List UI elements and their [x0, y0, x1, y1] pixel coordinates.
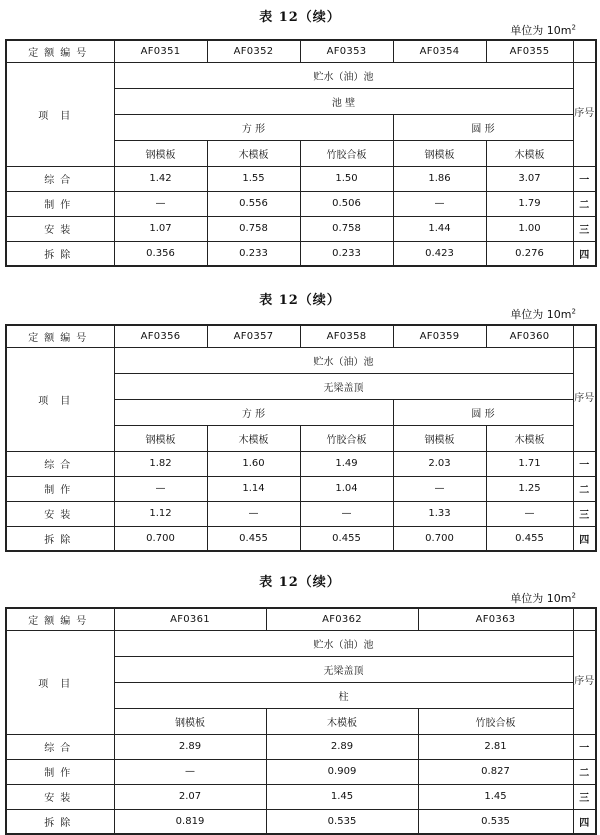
value-cell: 0.455 — [207, 526, 300, 551]
table-1-unit: 单位为 $10m^2$ — [510, 23, 576, 37]
value-cell: 0.535 — [266, 809, 418, 834]
code-cell: AF0359 — [393, 325, 486, 347]
table-1-title: 表 12（续） — [259, 10, 341, 25]
material-header: 钢模板 — [393, 425, 486, 451]
value-cell: 2.03 — [393, 451, 486, 476]
code-cell: AF0355 — [486, 40, 573, 62]
row-label: 拆除 — [6, 809, 114, 834]
seq-cell: 三 — [573, 501, 596, 526]
material-header: 钢模板 — [393, 140, 486, 166]
value-cell: 0.423 — [393, 241, 486, 266]
seq-cell: 一 — [573, 734, 596, 759]
table-1 — [5, 39, 597, 267]
value-cell: 0.700 — [114, 526, 207, 551]
value-cell: 1.25 — [486, 476, 573, 501]
value-cell: 3.07 — [486, 166, 573, 191]
value-cell: 2.89 — [266, 734, 418, 759]
seq-header: 序号 — [573, 347, 596, 451]
value-cell: 0.556 — [207, 191, 300, 216]
table-row — [6, 734, 596, 759]
subcategory-header: 柱 — [114, 682, 573, 708]
code-cell: AF0358 — [300, 325, 393, 347]
value-cell: 1.82 — [114, 451, 207, 476]
seq-cell: 一 — [573, 166, 596, 191]
value-cell: — — [300, 501, 393, 526]
row-label: 制作 — [6, 476, 114, 501]
value-cell: 1.55 — [207, 166, 300, 191]
code-cell: AF0356 — [114, 325, 207, 347]
value-cell: 0.356 — [114, 241, 207, 266]
code-cell: AF0353 — [300, 40, 393, 62]
value-cell: 2.89 — [114, 734, 266, 759]
value-cell: 0.700 — [393, 526, 486, 551]
table-2-title: 表 12（续） — [259, 293, 341, 308]
table-row — [6, 241, 596, 266]
item-header: 项目 — [6, 347, 114, 451]
material-header: 竹胶合板 — [300, 140, 393, 166]
value-cell: 1.50 — [300, 166, 393, 191]
item-header: 项目 — [6, 62, 114, 166]
row-label: 拆除 — [6, 241, 114, 266]
value-cell: 1.33 — [393, 501, 486, 526]
code-cell: AF0360 — [486, 325, 573, 347]
seq-cell: 四 — [573, 809, 596, 834]
value-cell: — — [207, 501, 300, 526]
value-cell: 1.12 — [114, 501, 207, 526]
row-label: 安装 — [6, 501, 114, 526]
table-row — [6, 759, 596, 784]
value-cell: 0.455 — [486, 526, 573, 551]
category-header: 贮水（油）池 — [114, 347, 573, 373]
seq-header: 序号 — [573, 630, 596, 734]
row-label: 安装 — [6, 784, 114, 809]
subcategory-header: 无梁盖顶 — [114, 656, 573, 682]
value-cell: 2.81 — [418, 734, 573, 759]
row-label: 综合 — [6, 734, 114, 759]
value-cell: — — [393, 476, 486, 501]
table-2 — [5, 324, 597, 552]
value-cell: 0.758 — [300, 216, 393, 241]
material-header: 竹胶合板 — [418, 708, 573, 734]
value-cell: 0.827 — [418, 759, 573, 784]
seq-cell: 三 — [573, 216, 596, 241]
table-row — [6, 166, 596, 191]
value-cell: 1.86 — [393, 166, 486, 191]
value-cell: 2.07 — [114, 784, 266, 809]
table-3-title: 表 12（续） — [259, 575, 341, 590]
code-header: 定额编号 — [6, 608, 114, 630]
value-cell: 1.07 — [114, 216, 207, 241]
value-cell: 0.455 — [300, 526, 393, 551]
row-label: 综合 — [6, 166, 114, 191]
value-cell: 0.758 — [207, 216, 300, 241]
table-row — [6, 451, 596, 476]
value-cell: 0.535 — [418, 809, 573, 834]
row-label: 拆除 — [6, 526, 114, 551]
group-header: 方 形 — [114, 114, 393, 140]
value-cell: 0.276 — [486, 241, 573, 266]
seq-cell: 三 — [573, 784, 596, 809]
row-label: 制作 — [6, 191, 114, 216]
seq-header-spacer — [573, 325, 596, 347]
value-cell: 1.14 — [207, 476, 300, 501]
row-label: 综合 — [6, 451, 114, 476]
code-cell: AF0352 — [207, 40, 300, 62]
material-header: 木模板 — [207, 425, 300, 451]
material-header: 木模板 — [486, 425, 573, 451]
value-cell: 1.42 — [114, 166, 207, 191]
table-2-unit: 单位为 $10m^2$ — [510, 307, 576, 321]
code-cell: AF0357 — [207, 325, 300, 347]
table-row — [6, 784, 596, 809]
seq-cell: 四 — [573, 526, 596, 551]
table-3 — [5, 607, 597, 835]
value-cell: 1.49 — [300, 451, 393, 476]
table-row — [6, 809, 596, 834]
value-cell: — — [393, 191, 486, 216]
material-header: 钢模板 — [114, 708, 266, 734]
table-row — [6, 476, 596, 501]
code-cell: AF0351 — [114, 40, 207, 62]
subcategory-header: 池 壁 — [114, 88, 573, 114]
seq-cell: 一 — [573, 451, 596, 476]
value-cell: 0.506 — [300, 191, 393, 216]
group-header: 方 形 — [114, 399, 393, 425]
seq-header-spacer — [573, 608, 596, 630]
value-cell: 1.71 — [486, 451, 573, 476]
material-header: 木模板 — [207, 140, 300, 166]
value-cell: 0.909 — [266, 759, 418, 784]
table-row — [6, 191, 596, 216]
value-cell: 1.79 — [486, 191, 573, 216]
category-header: 贮水（油）池 — [114, 630, 573, 656]
value-cell: 1.04 — [300, 476, 393, 501]
seq-cell: 二 — [573, 191, 596, 216]
seq-cell: 二 — [573, 759, 596, 784]
value-cell: — — [114, 759, 266, 784]
table-row — [6, 526, 596, 551]
seq-cell: 二 — [573, 476, 596, 501]
material-header: 竹胶合板 — [300, 425, 393, 451]
value-cell: 0.233 — [207, 241, 300, 266]
seq-header: 序号 — [573, 62, 596, 166]
seq-cell: 四 — [573, 241, 596, 266]
value-cell: 1.45 — [266, 784, 418, 809]
table-row — [6, 501, 596, 526]
table-row — [6, 216, 596, 241]
row-label: 制作 — [6, 759, 114, 784]
value-cell: — — [114, 476, 207, 501]
value-cell: 1.00 — [486, 216, 573, 241]
value-cell: 0.819 — [114, 809, 266, 834]
value-cell: 1.45 — [418, 784, 573, 809]
group-header: 圆 形 — [393, 114, 573, 140]
value-cell: 0.233 — [300, 241, 393, 266]
subcategory-header: 无梁盖顶 — [114, 373, 573, 399]
category-header: 贮水（油）池 — [114, 62, 573, 88]
material-header: 木模板 — [486, 140, 573, 166]
seq-header-spacer — [573, 40, 596, 62]
value-cell: — — [486, 501, 573, 526]
item-header: 项目 — [6, 630, 114, 734]
material-header: 钢模板 — [114, 140, 207, 166]
code-cell: AF0363 — [418, 608, 573, 630]
code-header: 定额编号 — [6, 325, 114, 347]
code-header: 定额编号 — [6, 40, 114, 62]
value-cell: — — [114, 191, 207, 216]
group-header: 圆 形 — [393, 399, 573, 425]
table-3-unit: 单位为 $10m^2$ — [510, 591, 576, 605]
value-cell: 1.60 — [207, 451, 300, 476]
code-cell: AF0361 — [114, 608, 266, 630]
value-cell: 1.44 — [393, 216, 486, 241]
code-cell: AF0354 — [393, 40, 486, 62]
material-header: 钢模板 — [114, 425, 207, 451]
material-header: 木模板 — [266, 708, 418, 734]
row-label: 安装 — [6, 216, 114, 241]
code-cell: AF0362 — [266, 608, 418, 630]
